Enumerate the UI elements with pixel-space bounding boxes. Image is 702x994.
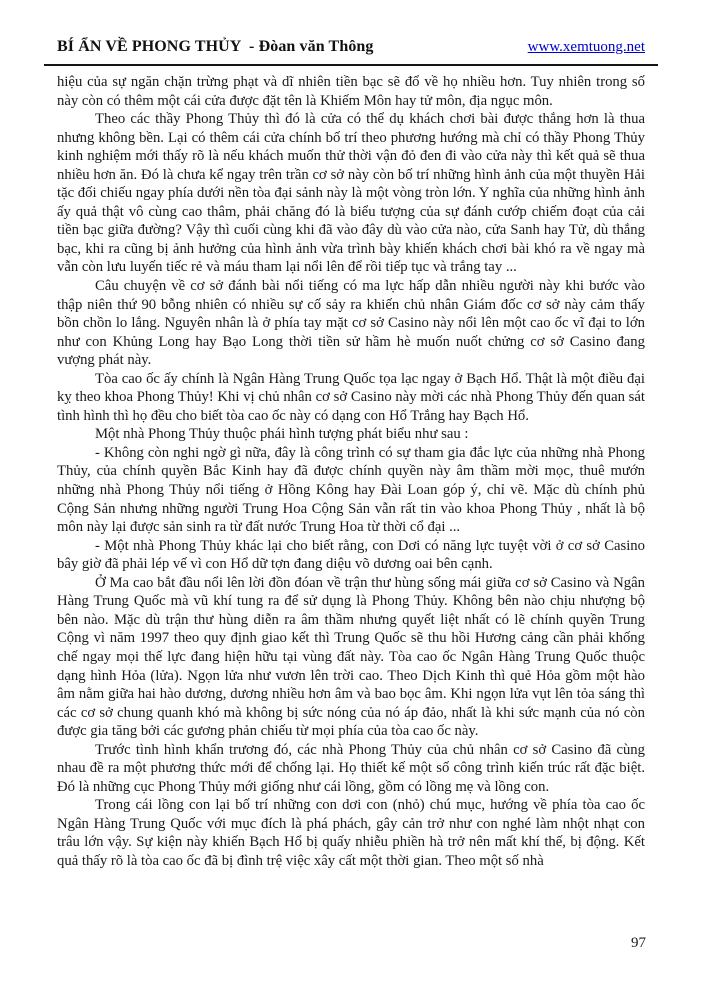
paragraph: Trong cái lồng con lại bố trí những con dơi con (nhỏ) chú mục, hướng về phía tòa cao ốc Ngân Hàng Trung Quốc với mục đích là phá phách, gây cản trở như con nghé làm nhột nhạt con trâu lớn vậy. Sự kiện này khiến Bạch Hổ bị quấy nhiễu phiền hà trở nên mất khí thế, bị động. Kết quả thấy rõ là tòa cao ốc đã bị đình trệ việc xây cất một thời gian. Theo một số nhà [57,797,645,869]
page-body [57,73,645,871]
paragraph: - Không còn nghi ngờ gì nữa, đây là công trình có sự tham gia đắc lực của những nhà Phong Thủy, của chính quyền Bắc Kinh hay đã được chính quyền này âm thầm mời mọc, thuê mướn những nhà Phong Thủy nổi tiếng ở Hồng Kông hay Đài Loan góp ý, chỉ vẽ. Mặc dù chính phủ Cộng Sản nhưng những người Trung Hoa Cộng Sản vẫn rất tin vào khoa Phong Thủy , nhất là bộ môn này lại được sản sinh ra từ đất nước Trung Hoa từ thời cổ đại ... [57,444,645,536]
site-link[interactable]: www.xemtuong.net [527,39,645,55]
header-rule [44,64,658,66]
paragraph: Câu chuyện về cơ sở đánh bài nổi tiếng có ma lực hấp dẫn nhiều người này khi bước vào thập niên thứ 90 bỗng nhiên có nhiều sự cố sảy ra khiến chủ nhân Giám đốc cơ sở này cảm thấy bồn chồn lo lắng. Nguyên nhân là ở phía tay mặt cơ sở Casino này nổi lên một cao ốc vĩ đại to lớn như con Khủng Long hay Bạo Long thời tiền sử hầm hè muốn nuốt chửng cơ sở Casino đang vượng phát này. [57,278,645,369]
book-title: BÍ ẨN VỀ PHONG THỦY - Đòan văn Thông [57,38,374,55]
paragraph: hiệu của sự ngăn chặn trừng phạt và dĩ nhiên tiền bạc sẽ đổ về họ nhiều hơn. Tuy nhiên trong số này còn có thêm một cái cửa được đặt tên là Khiếm Môn hay tử môn, địa ngục môn. [57,74,645,109]
paragraph: Ở Ma cao bắt đầu nổi lên lời đồn đóan về trận thư hùng sống mái giữa cơ sở Casino và Ngân Hàng Trung Quốc mà vũ khí tung ra để sử dụng là Phong Thủy. Không bên nào chịu nhượng bộ bên nào. Mặc dù trận thư hùng diễn ra âm thầm nhưng quyết liệt nhất có lẽ chính quyền Trung Cộng vì năm 1997 theo quy định giao kết thì Trung Quốc sẽ thu hồi Hương cảng cần phải khống chế ngay mọi thế lực đang hiện hữu tại vùng đất này. Tòa cao ốc Ngân Hàng Trung Quốc thuộc dạng hình Hỏa (lửa). Ngọn lửa như vươn lên trời cao. Theo Dịch Kinh thì quẻ Hỏa gồm một hào âm nằm giữa hai hào dương, dương nhiều hơn âm và bao bọc âm. Khi ngọn lửa vụt lên tỏa sáng thì các cơ sở chung quanh khó mà không bị sức nóng của nó áp đảo, nhất là khi sức mạnh của nó còn được gia tăng bởi các gương phản chiếu từ mọi phía của tòa cao ốc này. [57,574,645,740]
paragraph: Tòa cao ốc ấy chính là Ngân Hàng Trung Quốc tọa lạc ngay ở Bạch Hổ. Thật là một điều đại kỵ theo khoa Phong Thủy! Khi vị chủ nhân cơ sở Casino này mời các nhà Phong Thủy đến quan sát tình hình thì họ đều cho biết tòa cao ốc này có dạng con Hổ Trắng hay Bạch Hổ. [57,370,645,424]
page-header [57,38,645,56]
paragraph: - Một nhà Phong Thủy khác lại cho biết rằng, con Dơi có năng lực tuyệt vời ở cơ sở Casino bây giờ đã phải lép vế vì con Hổ dữ tợn đang diệu võ dương oai bên cạnh. [57,537,645,573]
page-number: 97 [631,935,646,951]
paragraph: Theo các thầy Phong Thủy thì đó là cửa có thể dụ khách chơi bài được thắng hơn là thua nhưng không bền. Lại có thêm cái cửa chính bố trí theo phương hướng mà chỉ có thầy Phong Thủy kinh nghiệm mới thấy rõ là nếu khách muốn thử thời vận đỏ đen đi vào cửa này thì kết quả sẽ thua nhiều hơn ăn. Đó là chưa kể ngay trên trần cơ sở này còn bố trí những hình ảnh của một thuyền Hải tặc đối chiếu ngay phía dưới nền tòa đại sảnh này là một vòng tròn lớn. Y nghĩa của những hình ảnh ấy quả thật vô cùng cao thâm, phải chăng đó là biểu tượng của sự đánh cướp chiếm đoạt của cải tiền bạc giữa đường? Vậy thì cuối cùng khi đã vào đây dù vào cửa nào, cửa Sanh hay Tử, dù thắng bạc, khi ra cũng bị ảnh hưởng của hình ảnh vừa trình bày khiến khách chơi bài khó ra về ngay mà vẫn còn lưu luyến tiếc rẻ và máu tham lại nổi lên để rồi tiếp tục và trắng tay ... [57,111,645,276]
paragraph: Một nhà Phong Thủy thuộc phái hình tượng phát biểu như sau : [95,426,469,443]
paragraph: Trước tình hình khẩn trương đó, các nhà Phong Thủy của chủ nhân cơ sở Casino đã cùng nhau đề ra một phương thức mới để chống lại. Họ thiết kế một số công trình kiến trúc rất đặc biệt. Đó là những cục Phong Thủy mới giống như cái lồng, gồm có lồng mẹ và lồng con. [57,741,645,795]
